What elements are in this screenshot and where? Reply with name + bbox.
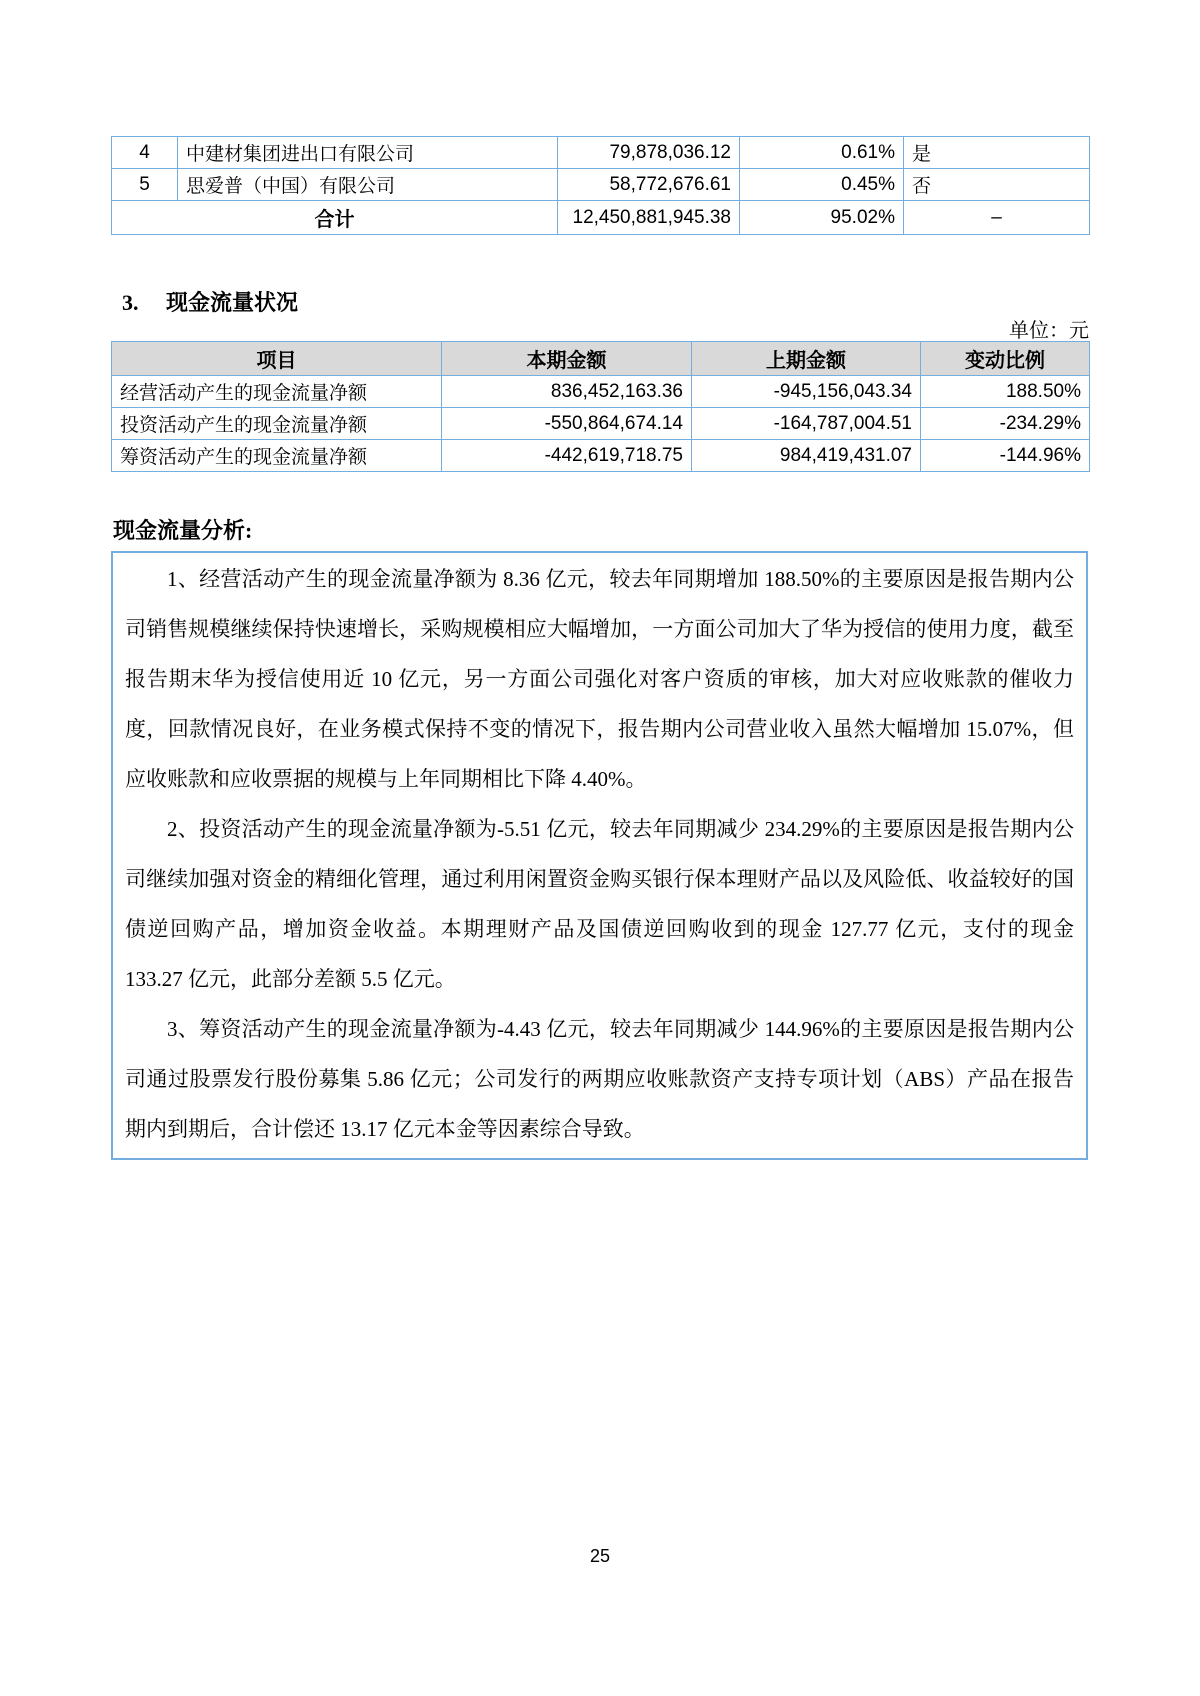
total-flag: – bbox=[904, 201, 1090, 235]
table-row bbox=[112, 169, 1090, 201]
cf-current: -550,864,674.14 bbox=[442, 408, 692, 440]
analysis-paragraph-3: 3、筹资活动产生的现金流量净额为-4.43 亿元，较去年同期减少 144.96%的主要原因是报告期内公司通过股票发行股份募集 5.86 亿元；公司发行的两期应收账款资产支持专项计划（ABS）产品在报告期内到期后，合计偿还 13.17 亿元本金等因素综合导致。 bbox=[125, 1017, 1074, 1141]
total-pct: 95.02% bbox=[740, 201, 904, 235]
cf-prior: 984,419,431.07 bbox=[692, 440, 921, 472]
table-row bbox=[112, 376, 1090, 408]
analysis-box bbox=[111, 551, 1088, 1160]
table-row bbox=[112, 440, 1090, 472]
cf-item: 投资活动产生的现金流量净额 bbox=[112, 408, 442, 440]
cf-change: -144.96% bbox=[921, 440, 1090, 472]
cf-item: 筹资活动产生的现金流量净额 bbox=[112, 440, 442, 472]
unit-label: 单位：元 bbox=[1009, 320, 1089, 342]
analysis-paragraph-2: 2、投资活动产生的现金流量净额为-5.51 亿元，较去年同期减少 234.29%的主要原因是报告期内公司继续加强对资金的精细化管理，通过利用闲置资金购买银行保本理财产品以及风险低、收益较好的国债逆回购产品，增加资金收益。本期理财产品及国债逆回购收到的现金 127.77 亿元，支付的现金 133.27 亿元，此部分差额 5.5 亿元。 bbox=[125, 817, 1074, 991]
row-index: 4 bbox=[112, 137, 178, 169]
page-number: 25 bbox=[589, 1546, 611, 1566]
table-total-row bbox=[112, 201, 1090, 235]
row-index: 5 bbox=[112, 169, 178, 201]
section-number: 3. bbox=[122, 290, 139, 315]
supplier-flag: 否 bbox=[904, 169, 1090, 201]
col-header-change: 变动比例 bbox=[921, 342, 1090, 376]
table-row bbox=[112, 137, 1090, 169]
cf-current: 836,452,163.36 bbox=[442, 376, 692, 408]
cf-item: 经营活动产生的现金流量净额 bbox=[112, 376, 442, 408]
col-header-prior: 上期金额 bbox=[692, 342, 921, 376]
supplier-pct: 0.45% bbox=[740, 169, 904, 201]
table-header-row bbox=[112, 342, 1090, 376]
cf-change: -234.29% bbox=[921, 408, 1090, 440]
supplier-flag: 是 bbox=[904, 137, 1090, 169]
supplier-amount: 79,878,036.12 bbox=[558, 137, 740, 169]
supplier-pct: 0.61% bbox=[740, 137, 904, 169]
total-amount: 12,450,881,945.38 bbox=[558, 201, 740, 235]
cf-prior: -945,156,043.34 bbox=[692, 376, 921, 408]
cf-current: -442,619,718.75 bbox=[442, 440, 692, 472]
supplier-amount: 58,772,676.61 bbox=[558, 169, 740, 201]
section-heading bbox=[122, 286, 298, 317]
supplier-name: 中建材集团进出口有限公司 bbox=[178, 137, 558, 169]
cf-prior: -164,787,004.51 bbox=[692, 408, 921, 440]
analysis-paragraph-1: 1、经营活动产生的现金流量净额为 8.36 亿元，较去年同期增加 188.50%的主要原因是报告期内公司销售规模继续保持快速增长，采购规模相应大幅增加，一方面公司加大了华为授信的使用力度，截至报告期末华为授信使用近 10 亿元，另一方面公司强化对客户资质的审核，加大对应收账款的催收力度，回款情况良好，在业务模式保持不变的情况下，报告期内公司营业收入虽然大幅增加 15.07%，但应收账款和应收票据的规模与上年同期相比下降 4.40%。 bbox=[125, 567, 1074, 791]
supplier-table bbox=[111, 136, 1090, 235]
table-row bbox=[112, 408, 1090, 440]
cashflow-table bbox=[111, 341, 1090, 472]
col-header-current: 本期金额 bbox=[442, 342, 692, 376]
col-header-item: 项目 bbox=[112, 342, 442, 376]
total-label: 合计 bbox=[112, 201, 558, 235]
cf-change: 188.50% bbox=[921, 376, 1090, 408]
section-title: 现金流量状况 bbox=[166, 290, 299, 315]
supplier-name: 思爱普（中国）有限公司 bbox=[178, 169, 558, 201]
analysis-heading: 现金流量分析: bbox=[113, 518, 253, 543]
